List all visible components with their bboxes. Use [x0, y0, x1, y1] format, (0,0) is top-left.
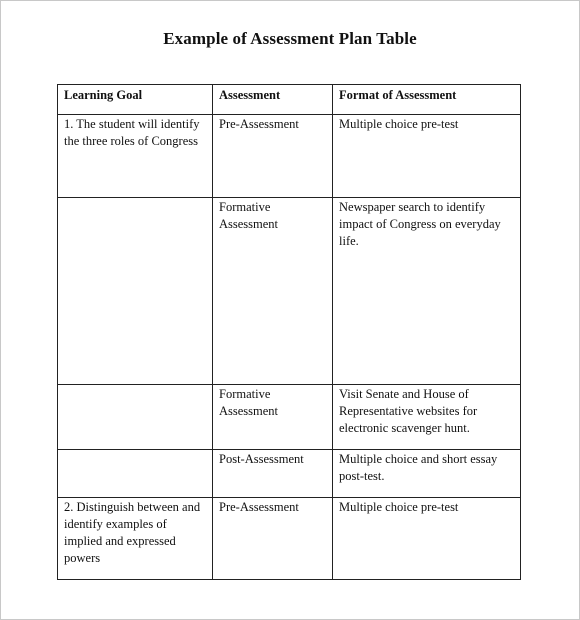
header-assessment: Assessment [213, 85, 333, 115]
cell-format: Newspaper search to identify impact of Congress on everyday life. [333, 198, 521, 385]
cell-learning-goal [58, 198, 213, 385]
cell-learning-goal: 2. Distinguish between and identify examples of implied and expressed powers [58, 498, 213, 580]
cell-format: Multiple choice pre-test [333, 115, 521, 198]
cell-assessment: Post-Assessment [213, 450, 333, 498]
table-row [58, 115, 521, 198]
cell-learning-goal: 1. The student will identify the three roles of Congress [58, 115, 213, 198]
table-row [58, 198, 521, 385]
cell-assessment: Formative Assessment [213, 385, 333, 450]
header-learning-goal: Learning Goal [58, 85, 213, 115]
cell-assessment: Pre-Assessment [213, 498, 333, 580]
document-title: Example of Assessment Plan Table [163, 29, 417, 48]
cell-assessment: Formative Assessment [213, 198, 333, 385]
table-row [58, 385, 521, 450]
cell-learning-goal [58, 385, 213, 450]
table-row [58, 450, 521, 498]
header-format-of-assessment: Format of Assessment [333, 85, 521, 115]
table-row [58, 498, 521, 580]
table-header-row [58, 85, 521, 115]
cell-format: Multiple choice and short essay post-test. [333, 450, 521, 498]
cell-assessment: Pre-Assessment [213, 115, 333, 198]
assessment-plan-table [57, 84, 521, 580]
cell-format: Visit Senate and House of Representative websites for electronic scavenger hunt. [333, 385, 521, 450]
cell-learning-goal [58, 450, 213, 498]
cell-format: Multiple choice pre-test [333, 498, 521, 580]
